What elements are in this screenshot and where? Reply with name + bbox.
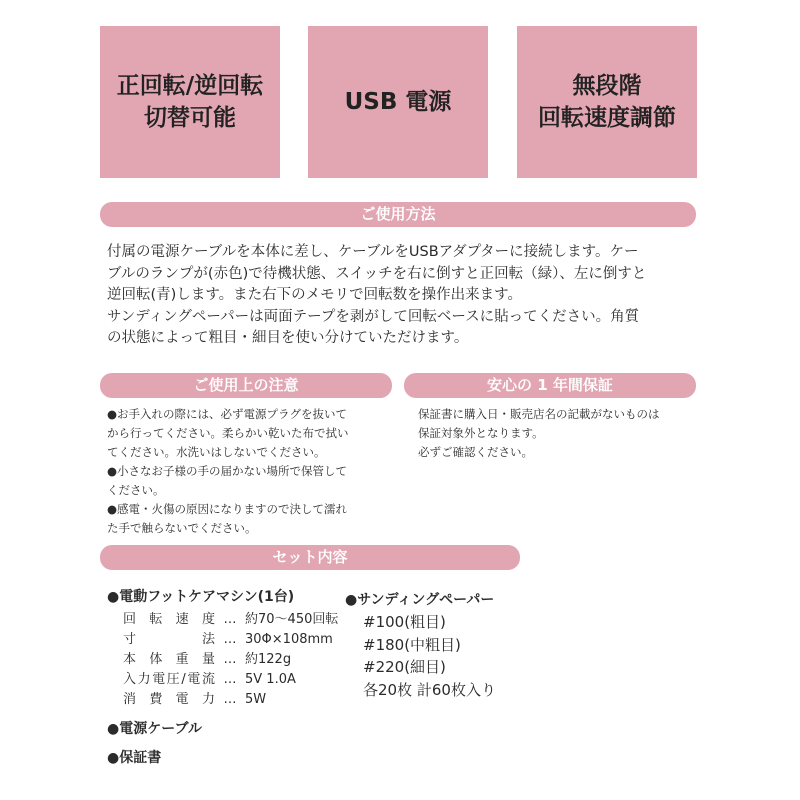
feature-box-speed <box>517 26 697 178</box>
caution-text <box>107 405 349 538</box>
feature-box-rotation <box>100 26 280 178</box>
warranty-line: 必ずご確認ください。 <box>418 445 533 459</box>
caution-line: ください。 <box>107 483 165 497</box>
spec-key: 寸法 <box>123 632 215 647</box>
paper-title: ●サンディングペーパー <box>345 592 495 608</box>
usage-line: 付属の電源ケーブルを本体に差し、ケーブルをUSBアダプターに接続します。ケー <box>107 244 639 260</box>
set-main-items <box>107 586 338 769</box>
paper-item: #180(中粗目) <box>363 635 461 654</box>
spec-value: 30Φ×108mm <box>245 632 333 647</box>
spec-list <box>107 610 338 710</box>
warranty-text <box>418 405 660 462</box>
set-paper-items <box>345 589 496 701</box>
spec-row <box>123 630 338 650</box>
spec-row <box>123 610 338 630</box>
spec-row <box>123 690 338 710</box>
feature-speed-text: 無段階 回転速度調節 <box>538 73 676 131</box>
caution-heading: ご使用上の注意 <box>100 373 392 398</box>
caution-line: ●感電・火傷の原因になりますので決して濡れ <box>107 502 348 516</box>
caution-line: た手で触らないでください。 <box>107 521 257 535</box>
cable-item: ●電源ケーブル <box>107 721 202 737</box>
spec-value: 5W <box>245 692 267 707</box>
spec-sep: … <box>223 652 237 667</box>
spec-sep: … <box>223 612 237 627</box>
machine-item: ●電動フットケアマシン(1台) <box>107 589 295 605</box>
usage-line: 逆回転(青)します。また右下のメモリで回転数を操作出来ます。 <box>107 287 522 303</box>
caution-line: から行ってください。柔らかい乾いた布で拭い <box>107 426 349 440</box>
warranty-line: 保証対象外となります。 <box>418 426 544 440</box>
usage-heading: ご使用方法 <box>100 202 696 227</box>
warranty-card-item: ●保証書 <box>107 750 162 766</box>
paper-list <box>345 611 496 701</box>
spec-row <box>123 670 338 690</box>
spec-row <box>123 650 338 670</box>
paper-item: #100(粗目) <box>363 613 446 631</box>
spec-key: 本体重量 <box>123 652 215 667</box>
spec-value: 約70～450回転 <box>245 612 339 627</box>
caution-line: ●小さなお子様の手の届かない場所で保管して <box>107 464 348 478</box>
set-heading: セット内容 <box>100 545 520 570</box>
paper-item: 各20枚 計60枚入り <box>363 680 496 699</box>
usage-text <box>107 242 697 350</box>
spec-key: 消費電力 <box>123 692 215 707</box>
spec-key: 入力電圧/電流 <box>123 672 215 687</box>
usage-line: サンディングペーパーは両面テープを剥がして回転ベースに貼ってください。角質 <box>107 308 640 325</box>
usage-line: ブルのランプが(赤色)で待機状態、スイッチを右に倒すと正回転（緑）、左に倒すと <box>107 265 647 282</box>
warranty-line: 保証書に購入日・販売店名の記載がないものは <box>418 407 660 421</box>
feature-usb-text: USB 電源 <box>344 89 452 115</box>
usage-line: の状態によって粗目・細目を使い分けていただけます。 <box>107 330 469 346</box>
spec-sep: … <box>223 692 237 707</box>
warranty-heading: 安心の 1 年間保証 <box>404 373 696 398</box>
caution-line: ●お手入れの際には、必ず電源プラグを抜いて <box>107 407 348 421</box>
spec-sep: … <box>223 672 237 687</box>
caution-line: てください。水洗いはしないでください。 <box>107 445 326 459</box>
spec-sep: … <box>223 632 237 647</box>
spec-value: 5V 1.0A <box>245 672 296 687</box>
spec-value: 約122g <box>245 652 292 667</box>
spec-key: 回転速度 <box>123 612 215 627</box>
paper-item: #220(細目) <box>363 658 446 676</box>
feature-rotation-text: 正回転/逆回転 切替可能 <box>116 73 264 131</box>
feature-box-usb <box>308 26 488 178</box>
